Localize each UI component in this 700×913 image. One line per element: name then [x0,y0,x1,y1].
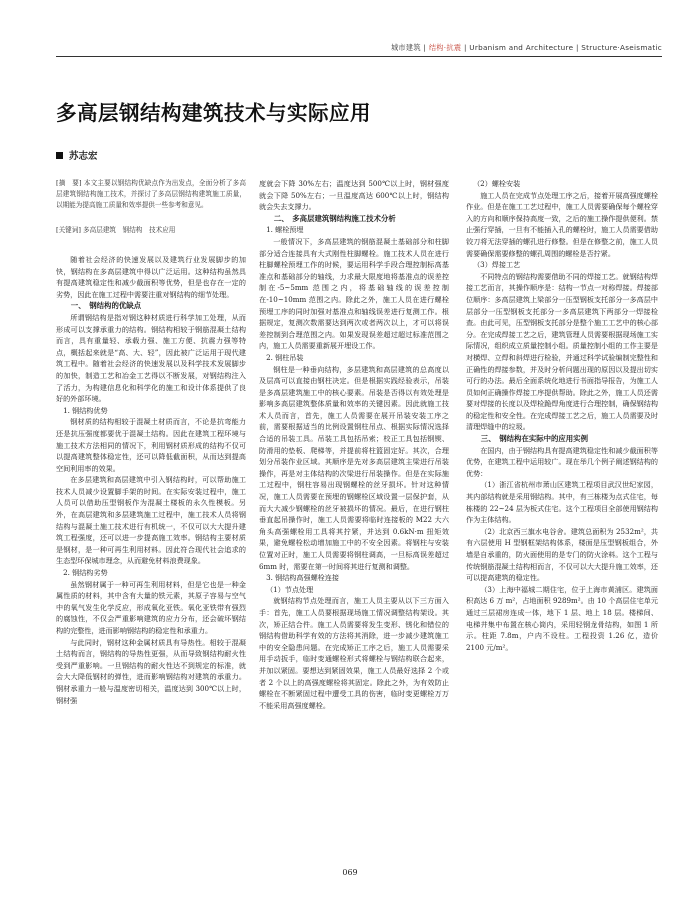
abstract-label: [摘 要] [56,179,82,187]
article-title: 多高层钢结构建筑技术与实际应用 [56,101,371,125]
body-paragraph: 在多层建筑和高层建筑中引入钢结构时，可以帮助施工技术人员减少设置脚手架的时间。在实际安装过程中，施工人员可以借助压型钢板作为混凝土楼板的永久性模板。另外，在高层建筑和多层建筑施工过程中，施工技术人员将钢结构与混凝土施工技术进行有机统一，不仅可以大大提升建筑工程强度，还可以进一步提高施工效率。钢结构主要材质是钢材，是一种可再生利用材料。因此符合现代社会追求的生态型环保城市理念，从而避免材料浪费现象。 [56,475,246,566]
page-number: 069 [342,868,358,877]
subsection-heading: （3）焊接工艺 [473,260,521,270]
abstract-block [56,178,246,236]
column-2 [259,178,449,711]
section-heading: 一、 钢结构的优缺点 [70,301,142,311]
subsection-heading: （1）节点处理 [266,584,314,594]
body-paragraph: 不同特点的钢结构需要借助不同的焊接工艺。就钢结构焊接工艺而言，其操作顺序是：结构一节点一对称焊接。焊接部位顺序：多高层建筑上梁部分一压型钢板支托部分一多高层中层部分一压型钢板支托部分一多高层建筑下两部分一焊接检查。由此可见，压型钢板支托部分是整个施工工艺中的核心部分。在完成焊接工艺之后，建筑管理人员需要根据现场施工实际情况，组织成立质量控制小组。质量控制小组的工作主要是对横焊、立焊和斜焊进行检验，并通过科学试验编制完整性和正确性的焊接参数，并及时分析问题出现的原因以及提出切实可行的办法。最后全面系统化地进行书面指导报告，为施工人员如何正确操作焊接工序提供帮助。除此之外，施工人员还需要对焊接的长度以及焊检跪焊角度进行合理控制，确保钢结构的稳定性和安全性。在完成焊接工艺之后，施工人员需要及时清理焊缝中的垃圾。 [466,271,658,432]
keywords-text: 多高层建筑 钢结构 技术应用 [83,226,176,234]
author-name: 苏志宏 [69,151,98,162]
body-paragraph: （3）上海中福城二期住宅，位于上海市黄浦区。建筑面积高达 6 万 m²，占地面积 9289m²。由 10 个高层住宅单元通过三层裙房连成一体，地下 1 层、地上 18 层。楼梯间、电梯井集中布置在核心筒内，采用轻钢龙骨结构，如图 1 所示。柱距 7.8m，户内不设柱。工程投资 1.26 亿，造价 2100 元/m²。 [466,584,658,652]
body-paragraph: 与此同时，钢材这种金属材质具有导热性。相较于混凝土结构而言，钢结构的导热性更强，从而导致钢结构耐火性受到严重影响。一旦钢结构的耐火性达不到规定的标准，就会大大降低钢材的弹性，进而影响钢结构对建筑的承重力。钢材承重力一般与温度密切相关，温度达到 300℃以上时，钢材强 [56,637,246,705]
body-paragraph: 一般情况下，多高层建筑的钢筋混凝土基础部分和柱脚部分适合连接具有大式刚性柱脚螺栓。施工技术人员在进行柱脚螺栓预埋工作的时候，要运用科学手段合理控制标高基准点和基础部分的轴线，力求最大限度地将基准点的误差控制在-5~5mm 范围之内，将基础轴线的误差控制在-10~10mm 范围之内。除此之外，施工人员在进行螺栓预埋工序的同时加强对基准点和轴线误差进行复测工作。根据规定，复测次数需要达到两次或者两次以上，才可以将误差控制到合理范围之内。如果发现误差超过超过标准范围之内，施工人员需要重新展开埋设工作。 [259,236,449,351]
abstract-text: 本文主要以钢结构优缺点作为出发点，全面分析了多高层建筑钢结构施工技术，并探讨了多高层钢结构建筑施工质量，以期能为提高施工质量和效率提供一些参考和意见。 [56,179,246,209]
header-rule [56,56,662,57]
author-line [56,148,98,162]
body-paragraph: 度就会下降 30%左右；温度达到 500℃以上时，钢材强度就会下降 50%左右；一旦温度高达 600℃以上时，钢结构就会失去支撑力。 [259,179,449,212]
header-separator: | [423,43,427,52]
body-paragraph: 所谓钢结构是指对钢这种材质进行科学加工处理，从而形成可以支撑承重力的结构。钢结构相较于钢筋混凝土结构而言，具有重量轻、承载力强、施工方便、抗震力强等特点，概括起来就是“高、大、轻”，因此被广泛运用于现代建筑工程中。随着社会经济的快速发展以及科学技术发展脚步的加快，制造工艺和冶金工艺得以不断发展，对钢结构注入了活力，为构建信息化和科学化的施工和设计体系提供了良好的外部环境。 [56,312,246,404]
keywords-label: [关键词] [56,226,81,234]
body-paragraph: 在国内，由于钢结构具有提高建筑稳定性和减少截面积等优势，在建筑工程中运用较广。现在举几个例子阐述钢结构的优势： [466,445,658,478]
body-paragraph: （1）浙江省杭州市萧山区建筑工程项目武汉世纪家园，其内部结构就是采用钢结构。其中，有三栋楼为点式住宅，每栋楼的 22~24 层为板式住宅。这个工程项目全部使用钢结构作为主体结构。 [466,480,658,525]
body-paragraph: 钢柱是一种垂向结构，多层建筑和高层建筑的总高度以及层高可以直接由钢柱决定。但是根据实践经验表示，吊装是多高层建筑施工中的核心要素。吊装是否得以有效处理是影响多高层建筑整体质量和效率的关键因素。因此就施工技术人员而言，首先，施工人员需要在展开吊装安装工序之前，需要根据适当的比例设置钢柱吊点、根据实际情况选择合适的吊装工具。吊装工具包括吊索；校正工具包括钢锲、防滑用的垫板、爬梯等，并提前将柱篮固定好。其次，合理划分吊装作业区域。其顺序是先对多高层建筑主梁进行吊装操作，再是对主体结构的次梁进行吊装操作。但是在实际施工过程中，钢柱容易出现钢螺栓的丝牙损坏。针对这种情况，施工人员需要在预埋的钢螺栓区域设置一层保护套，从而大大减少钢螺栓的丝牙被损坏的情况。最后，在进行钢柱垂直起吊操作时，施工人员需要将临时连接板的 M22 大六角头高强螺栓用工具将其拧紧，并达到 0.6kN·m 扭矩效果，避免螺栓松动增加施工中的不安全因素。将钢柱与安装位置对正时，施工人员需要将钢柱调高，一旦标高误差超过 6mm 时，需要在第一时间将其进行复测和调整。 [259,364,449,571]
column-3 [466,178,658,653]
column-1 [56,178,246,706]
header-separator: | [463,43,467,52]
subsection-heading: （2）螺栓安装 [473,179,521,188]
subsection-heading: 1. 螺栓预埋 [266,225,304,235]
header-section-c: Urbanism and Architecture [469,43,574,52]
header-section-d: Structure·Aseismatic [581,43,662,52]
subsection-heading: 2. 钢柱吊装 [266,352,304,362]
subsection-heading: 2. 钢结构劣势 [63,568,108,578]
section-heading: 二、 多高层建筑钢结构施工技术分析 [273,213,396,223]
subsection-heading: 1. 钢结构优势 [63,405,108,415]
body-paragraph: 施工人员在完成节点处理工序之后，接着开展高强度螺栓作业。但是在施工工艺过程中，施工人员需要确保每个螺栓穿入的方向和顺序保持高度一致，之后的施工操作提供便利。禁止强行穿插，一旦有不能插入孔的螺栓时，施工人员需要借助铰刀将无法穿插的螺孔进行修整。但是在修整之前，施工人员需要确保需要修整的螺孔周围的螺栓是否拧紧。 [466,190,658,258]
intro-paragraph: 随着社会经济的快速发展以及建筑行业发展脚步的加快，钢结构在多高层建筑中得以广泛运用。这种结构虽然具有提高建筑稳定性和减少截面积等优势，但是也存在一定的劣势，因此在施工过程中需要注重对钢结构的细节处理。 [56,255,246,299]
header-section-b: 结构·抗震 [428,43,462,52]
section-heading: 三、 钢结构在实际中的应用实例 [480,434,588,444]
body-paragraph: （2）北京西三旗水电谷舍。建筑总面积为 2532m²，共有六层使用 H 型钢框架结构体系，楼面是压型钢板组合，外墙是自承重的，防火面使用的是专门的防火涂料。这个工程与传统钢筋混凝土结构相而言，不仅可以大大提升施工效率，还可以提高建筑的稳定性。 [466,526,658,583]
journal-header [391,43,662,53]
author-bullet-icon [56,152,63,159]
header-section-a: 城市建筑 [390,43,421,52]
body-paragraph: 钢材质的结构相较于混凝土材质而言，不论是抗弯能力还是抗压强度都要优于混凝土结构。因此在建筑工程环境与施工技术方法相同的情况下，利用钢材质形成的结构不仅可以提高建筑整体稳定性，还可以降低截面积，从而达到提高空间利用率的效果。 [56,417,246,473]
body-paragraph: 虽然钢材属于一种可再生利用材料，但是它也是一种金属性质的材料，其中含有大量的铁元素，其原子容易与空气中的氧气发生化学反应，形成氧化亚铁。氧化亚铁带有强烈的腐蚀性，不仅会严重影响建筑的应力分布，还会破坏钢结构的完整性，进而影响钢结构的稳定性和承重力。 [56,579,246,635]
subsection-heading: 3. 钢结构高强螺栓连接 [266,573,339,583]
header-separator: | [575,43,579,52]
body-paragraph: 就钢结构节点处理而言，施工人员主要从以下三方面入手：首先，施工人员要根据现场施工情况调整结构架设。其次，矫正结合件。施工人员需要将发生变形、锈化和错位的钢结构借助科学有效的方法将其消除，进一步减少建筑施工中的安全隐患问题。在完成矫正工序之后，施工人员需要采用手动扳手，临时变通螺栓形式将螺栓与钢结构联合起来，并加以紧固。要想达到紧固效果，施工人员最好选择 2 个或者 2 个以上的高强度螺栓将其固定。除此之外，为有效防止螺栓在不断紧固过程中遭受工具的伤害，临时变更螺栓万万不能采用高强度螺栓。 [259,596,449,710]
